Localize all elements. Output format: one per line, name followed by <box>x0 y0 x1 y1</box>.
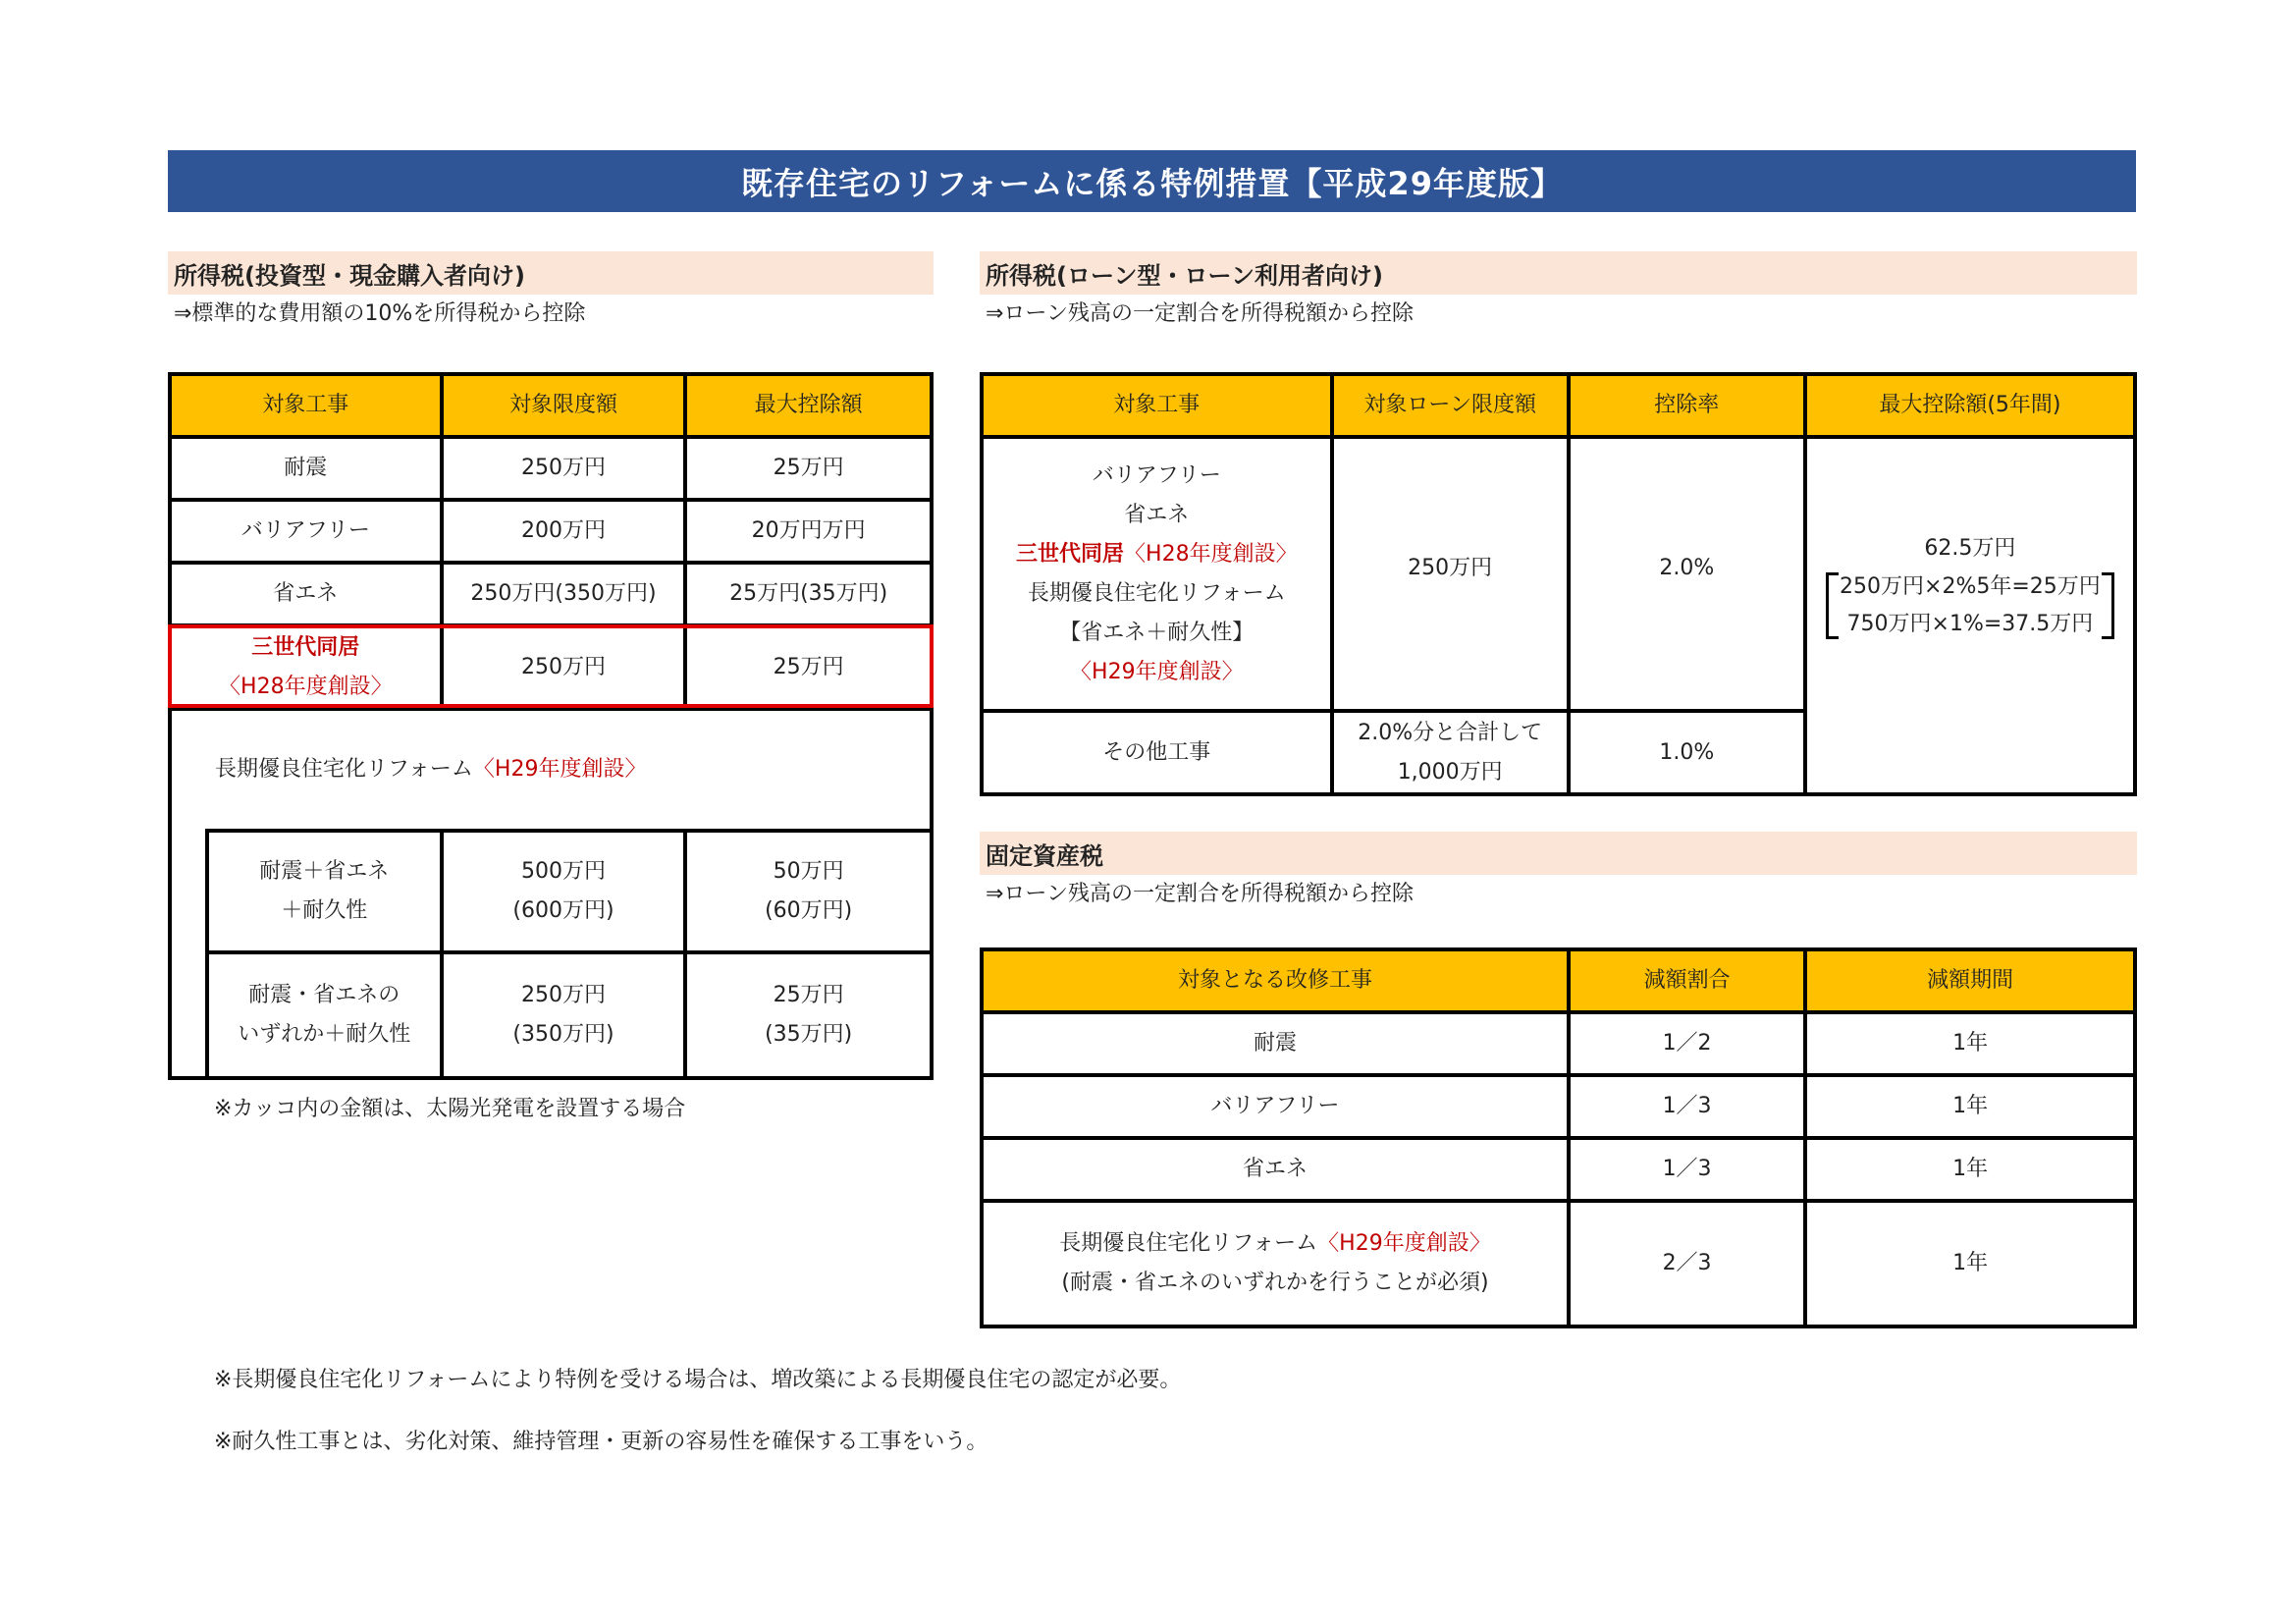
table-row-choki <box>982 1201 2135 1326</box>
table-row-choki <box>170 709 932 831</box>
table-row <box>170 563 932 625</box>
investment-table <box>168 372 934 1080</box>
sandai-tag: 〈H28年度創設〉 <box>1124 541 1298 567</box>
work-line: 長期優良住宅化リフォーム <box>1027 580 1286 606</box>
max-line: (35万円) <box>765 1022 853 1047</box>
limit-line: (600万円) <box>512 898 614 923</box>
col-header-loan-limit: 対象ローン限度額 <box>1332 374 1569 437</box>
cell-work <box>207 952 442 1078</box>
cell-work <box>982 1201 1569 1326</box>
cell-max <box>1805 437 2135 794</box>
max-line: 50万円 <box>773 859 844 884</box>
section-heading-property: 固定資産税 <box>980 832 2137 875</box>
col-header-work: 対象工事 <box>982 374 1332 437</box>
cell-work <box>170 625 442 709</box>
table-row <box>982 1138 2135 1201</box>
cell-period: 1年 <box>1805 1201 2135 1326</box>
table-row-sandai <box>170 625 932 709</box>
cell-max <box>685 831 932 952</box>
cell-work: 省エネ <box>170 563 442 625</box>
limit-line: (350万円) <box>512 1022 614 1047</box>
cell-max: 20万円万円 <box>685 500 932 563</box>
sandai-label: 三世代同居 <box>251 634 360 660</box>
loan-table <box>980 372 2137 796</box>
max-line: 25万円 <box>773 983 844 1007</box>
work-line: いずれか＋耐久性 <box>238 1022 411 1047</box>
cell-ratio: 2／3 <box>1569 1201 1805 1326</box>
choki-tag: 〈H29年度創設〉 <box>1070 659 1244 684</box>
col-header-max: 最大控除額(5年間) <box>1805 374 2135 437</box>
col-header-work: 対象工事 <box>170 374 442 437</box>
col-header-rate: 控除率 <box>1569 374 1805 437</box>
cell-rate: 1.0% <box>1569 711 1805 794</box>
max-line: (60万円) <box>765 898 853 923</box>
limit-line: 2.0%分と合計して <box>1358 720 1543 745</box>
cell-work: バリアフリー <box>982 1075 1569 1138</box>
work-line: バリアフリー <box>1092 462 1221 488</box>
cell-work <box>207 831 442 952</box>
cell-ratio: 1／2 <box>1569 1012 1805 1075</box>
cell-limit: 200万円 <box>442 500 686 563</box>
section-sub-investment: ⇒標準的な費用額の10%を所得税から控除 <box>174 301 586 326</box>
section-sub-property: ⇒ローン残高の一定割合を所得税額から控除 <box>986 882 1414 906</box>
footnote: ※耐久性工事とは、劣化対策、維持管理・更新の容易性を確保する工事をいう。 <box>214 1430 988 1454</box>
cell-work: バリアフリー <box>170 500 442 563</box>
col-header-limit: 対象限度額 <box>442 374 686 437</box>
cell-work: 省エネ <box>982 1138 1569 1201</box>
max-breakdown-line: 250万円×2%5年=25万円 <box>1840 573 2101 599</box>
work-line: 【省エネ＋耐久性】 <box>1059 620 1255 645</box>
table-row <box>170 831 932 952</box>
choki-condition: (耐震・省エネのいずれかを行うことが必須) <box>1061 1271 1489 1295</box>
choki-cell <box>170 709 932 831</box>
table-row <box>170 500 932 563</box>
work-line: 耐震＋省エネ <box>259 859 390 884</box>
cell-limit: 250万円(350万円) <box>442 563 686 625</box>
limit-line: 1,000万円 <box>1397 759 1503 785</box>
cell-period: 1年 <box>1805 1012 2135 1075</box>
cell-limit <box>442 952 686 1078</box>
cell-max: 25万円 <box>685 625 932 709</box>
cell-max <box>685 952 932 1078</box>
choki-tag: 〈H29年度創設〉 <box>472 757 647 782</box>
sandai-tag: 〈H28年度創設〉 <box>219 674 393 699</box>
cell-ratio: 1／3 <box>1569 1075 1805 1138</box>
max-total: 62.5万円 <box>1924 535 2016 561</box>
page-title: 既存住宅のリフォームに係る特例措置【平成29年度版】 <box>168 150 2136 212</box>
cell-limit <box>442 831 686 952</box>
col-header-period: 減額期間 <box>1805 949 2135 1012</box>
cell-max: 25万円(35万円) <box>685 563 932 625</box>
left-note: ※カッコ内の金額は、太陽光発電を設置する場合 <box>214 1097 686 1121</box>
cell-loan-limit: 250万円 <box>1332 437 1569 711</box>
cell-loan-limit <box>1332 711 1569 794</box>
table-row <box>982 437 2135 711</box>
cell-limit: 250万円 <box>442 625 686 709</box>
cell-rate: 2.0% <box>1569 437 1805 711</box>
section-heading-loan: 所得税(ローン型・ローン利用者向け) <box>980 251 2137 295</box>
section-sub-loan: ⇒ローン残高の一定割合を所得税額から控除 <box>986 301 1414 326</box>
limit-line: 500万円 <box>520 859 606 884</box>
max-breakdown <box>1826 568 2114 643</box>
work-line: ＋耐久性 <box>281 898 368 923</box>
cell-work: その他工事 <box>982 711 1332 794</box>
cell-work: 耐震 <box>982 1012 1569 1075</box>
cell-works <box>982 437 1332 711</box>
work-line: 耐震・省エネの <box>248 983 400 1007</box>
cell-period: 1年 <box>1805 1138 2135 1201</box>
indent-cell <box>170 831 207 1078</box>
choki-tag: 〈H29年度創設〉 <box>1317 1231 1491 1256</box>
col-header-ratio: 減額割合 <box>1569 949 1805 1012</box>
cell-ratio: 1／3 <box>1569 1138 1805 1201</box>
choki-label: 長期優良住宅化リフォーム <box>1059 1231 1318 1256</box>
section-heading-investment: 所得税(投資型・現金購入者向け) <box>168 251 934 295</box>
sandai-label: 三世代同居 <box>1016 541 1125 567</box>
cell-limit: 250万円 <box>442 437 686 500</box>
max-breakdown-line: 750万円×1%=37.5万円 <box>1846 611 2094 636</box>
footnote: ※長期優良住宅化リフォームにより特例を受ける場合は、増改築による長期優良住宅の認定が必要。 <box>214 1368 1182 1392</box>
choki-label: 長期優良住宅化リフォーム <box>215 757 473 782</box>
cell-work: 耐震 <box>170 437 442 500</box>
table-row <box>982 1075 2135 1138</box>
cell-period: 1年 <box>1805 1075 2135 1138</box>
work-line: 省エネ <box>1124 502 1190 527</box>
col-header-max: 最大控除額 <box>685 374 932 437</box>
col-header-work: 対象となる改修工事 <box>982 949 1569 1012</box>
table-row <box>170 437 932 500</box>
table-row <box>170 952 932 1078</box>
table-row <box>982 1012 2135 1075</box>
property-table <box>980 947 2137 1328</box>
limit-line: 250万円 <box>520 983 606 1007</box>
cell-max: 25万円 <box>685 437 932 500</box>
